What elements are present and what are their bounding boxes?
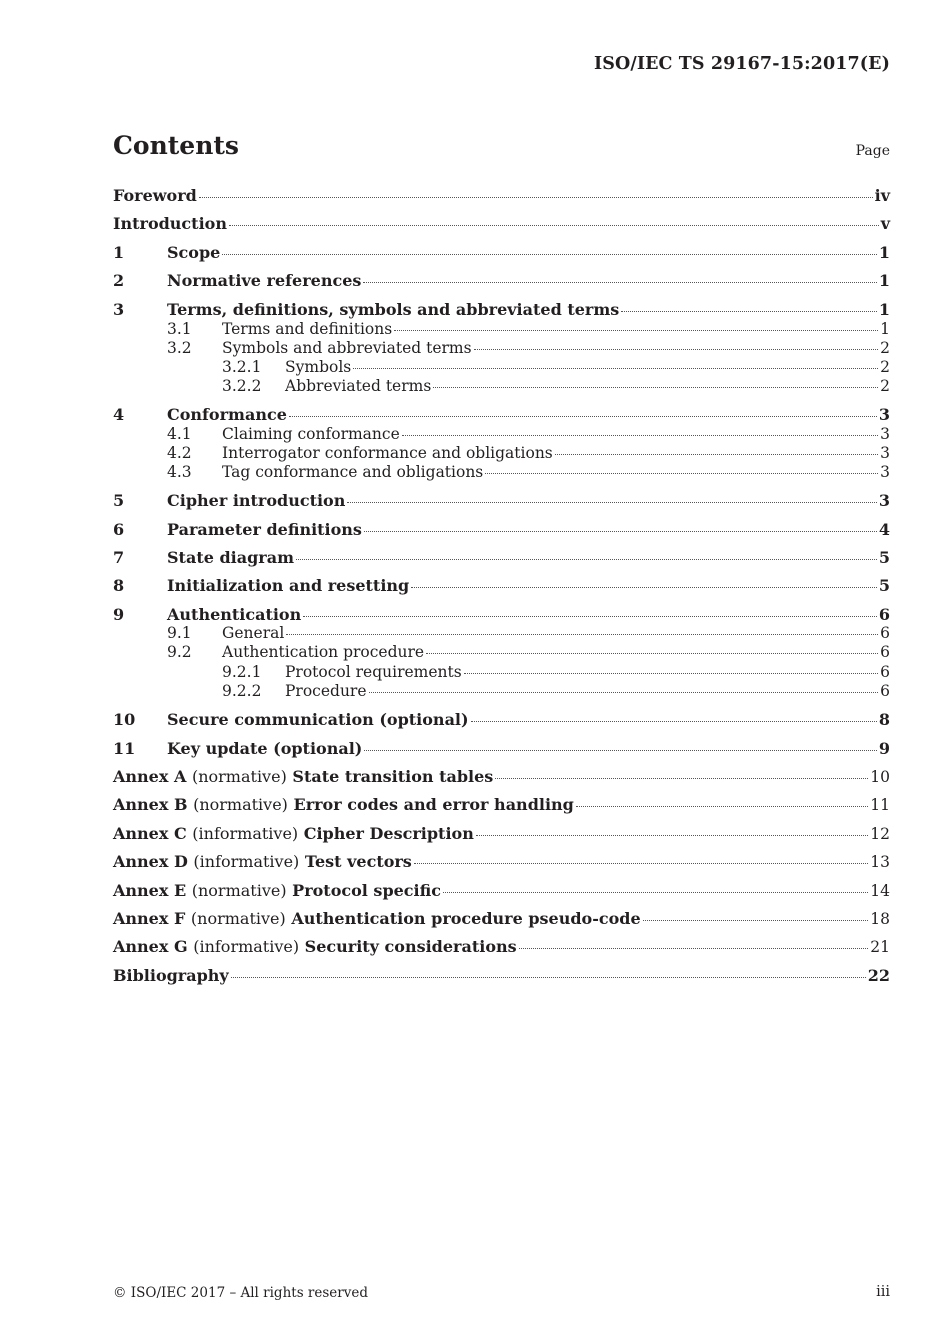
toc-entry[interactable] xyxy=(113,937,890,957)
toc-entry-number: 3.2.1 xyxy=(222,358,262,376)
dot-leader xyxy=(231,976,866,978)
toc-entry-page: 3 xyxy=(878,405,890,424)
dot-leader xyxy=(347,501,877,503)
toc-entry-page: 22 xyxy=(867,966,890,985)
dot-leader xyxy=(296,558,877,560)
toc-entry-page: 6 xyxy=(880,624,890,642)
toc-entry[interactable] xyxy=(113,767,890,787)
dot-leader xyxy=(576,805,868,807)
toc-entry[interactable] xyxy=(113,214,890,234)
dot-leader xyxy=(485,472,878,474)
toc-entry-number: 3.1 xyxy=(167,320,192,338)
toc-entry-page: 10 xyxy=(870,768,890,786)
annex-kind: (informative) xyxy=(192,824,299,843)
dot-leader xyxy=(474,348,879,350)
dot-leader xyxy=(303,615,877,617)
toc-entry-number: 4.2 xyxy=(167,444,192,462)
toc-entry-title: Cipher introduction xyxy=(167,491,346,510)
toc-entry-number: 9.2.2 xyxy=(222,682,262,700)
annex-kind: (normative) xyxy=(191,767,287,786)
toc-entry-page: 14 xyxy=(870,882,890,900)
toc-entry-title: Secure communication (optional) xyxy=(167,710,469,729)
toc-entry[interactable] xyxy=(113,377,890,397)
dot-leader xyxy=(369,691,879,693)
toc-entry-number: 7 xyxy=(113,548,125,567)
contents-heading: Contents xyxy=(113,131,240,160)
toc-entry-page: 1 xyxy=(878,300,890,319)
toc-entry[interactable] xyxy=(113,576,890,596)
toc-entry[interactable] xyxy=(113,425,890,445)
dot-leader xyxy=(363,281,876,283)
toc-entry-title: Foreword xyxy=(113,186,197,205)
toc-entry[interactable] xyxy=(113,624,890,644)
dot-leader xyxy=(411,586,877,588)
toc-entry-title: Authentication xyxy=(167,605,302,624)
toc-entry-number: 9.1 xyxy=(167,624,192,642)
toc-entry-page: 3 xyxy=(880,444,890,462)
toc-entry-number: 1 xyxy=(113,243,125,262)
toc-entry-title: Symbols and abbreviated terms xyxy=(222,339,472,357)
toc-entry[interactable] xyxy=(113,339,890,359)
toc-entry-title: Symbols xyxy=(285,358,352,376)
dot-leader xyxy=(229,224,879,226)
toc-entry-page: 5 xyxy=(878,548,890,567)
toc-entry-title: Tag conformance and obligations xyxy=(222,463,484,481)
toc-entry-page: 8 xyxy=(878,710,890,729)
toc-entry-title: Key update (optional) xyxy=(167,739,363,758)
toc-entry[interactable] xyxy=(113,881,890,901)
toc-entry[interactable] xyxy=(113,520,890,540)
toc-entry-number: 11 xyxy=(113,739,136,758)
dot-leader xyxy=(414,862,868,864)
toc-entry-page: 6 xyxy=(880,643,890,661)
toc-entry-number: 10 xyxy=(113,710,136,729)
dot-leader xyxy=(222,253,877,255)
toc-entry-number: 3.2.2 xyxy=(222,377,262,395)
toc-entry-page: 6 xyxy=(878,605,890,624)
annex-label: Annex C xyxy=(113,824,187,843)
toc-entry-title: General xyxy=(222,624,285,642)
dot-leader xyxy=(289,415,877,417)
toc-entry-title: Abbreviated terms xyxy=(285,377,432,395)
toc-entry-page: 3 xyxy=(880,425,890,443)
toc-entry-number: 2 xyxy=(113,271,125,290)
toc-entry-title: Terms and definitions xyxy=(222,320,393,338)
toc-entry[interactable] xyxy=(113,186,890,206)
toc-entry-page: 6 xyxy=(880,663,890,681)
toc-entry[interactable] xyxy=(113,795,890,815)
annex-label: Annex D xyxy=(113,852,188,871)
toc-entry-page: 1 xyxy=(878,271,890,290)
toc-entry-page: 3 xyxy=(878,491,890,510)
dot-leader xyxy=(286,633,878,635)
document-identifier: ISO/IEC TS 29167-15:2017(E) xyxy=(593,54,890,74)
toc-entry[interactable] xyxy=(113,605,890,625)
toc-entry-title: Introduction xyxy=(113,214,227,233)
annex-kind: (normative) xyxy=(190,909,286,928)
dot-leader xyxy=(364,749,877,751)
dot-leader xyxy=(519,947,869,949)
toc-entry-title: Parameter definitions xyxy=(167,520,362,539)
toc-entry[interactable] xyxy=(113,405,890,425)
toc-entry[interactable] xyxy=(113,320,890,340)
toc-entry-number: 5 xyxy=(113,491,125,510)
dot-leader xyxy=(464,672,878,674)
toc-entry[interactable] xyxy=(113,966,890,986)
toc-entry-page: 12 xyxy=(870,825,890,843)
dot-leader xyxy=(199,196,873,198)
annex-label: Annex B xyxy=(113,795,188,814)
toc-entry-number: 9.2.1 xyxy=(222,663,262,681)
toc-entry-title: Authentication procedure xyxy=(222,643,425,661)
dot-leader xyxy=(443,891,868,893)
toc-entry-title: State transition tables xyxy=(292,767,494,786)
toc-entry-page: 11 xyxy=(870,796,890,814)
toc-entry-title: Protocol specific xyxy=(292,881,441,900)
toc-entry[interactable] xyxy=(113,491,890,511)
toc-entry-title: Test vectors xyxy=(304,852,412,871)
toc-entry-title: Authentication procedure pseudo-code xyxy=(291,909,641,928)
toc-entry-page: 6 xyxy=(880,682,890,700)
toc-entry[interactable] xyxy=(113,548,890,568)
page-column-label: Page xyxy=(855,143,890,159)
toc-entry[interactable] xyxy=(113,682,890,702)
toc-entry-page: iv xyxy=(874,186,890,205)
toc-entry-number: 4 xyxy=(113,405,125,424)
toc-entry[interactable] xyxy=(113,444,890,464)
toc-entry-number: 9.2 xyxy=(167,643,192,661)
toc-entry-page: 2 xyxy=(880,377,890,395)
toc-entry[interactable] xyxy=(113,243,890,263)
dot-leader xyxy=(402,434,878,436)
toc-entry-number: 3 xyxy=(113,300,125,319)
toc-entry[interactable] xyxy=(113,824,890,844)
toc-entry-title: Interrogator conformance and obligations xyxy=(222,444,553,462)
toc-entry-title: Protocol requirements xyxy=(285,663,462,681)
toc-entry[interactable] xyxy=(113,271,890,291)
toc-entry[interactable] xyxy=(113,710,890,730)
dot-leader xyxy=(394,329,878,331)
toc-entry-title: Cipher Description xyxy=(303,824,474,843)
toc-entry-title: Conformance xyxy=(167,405,287,424)
dot-leader xyxy=(471,720,877,722)
dot-leader xyxy=(426,652,878,654)
toc-entry-number: 9 xyxy=(113,605,125,624)
annex-kind: (normative) xyxy=(193,795,288,814)
toc-entry-number: 4.3 xyxy=(167,463,192,481)
toc-entry-number: 8 xyxy=(113,576,125,595)
dot-leader xyxy=(643,919,869,921)
toc-entry-title: Procedure xyxy=(285,682,367,700)
dot-leader xyxy=(364,530,877,532)
toc-entry-title: Claiming conformance xyxy=(222,425,400,443)
dot-leader xyxy=(621,310,877,312)
toc-entry-page: 9 xyxy=(878,739,890,758)
toc-entry-title: Initialization and resetting xyxy=(167,576,410,595)
toc-entry-page: 3 xyxy=(880,463,890,481)
toc-entry-page: 5 xyxy=(878,576,890,595)
page-number: iii xyxy=(876,1284,890,1300)
annex-kind: (normative) xyxy=(191,881,287,900)
toc-entry-number: 3.2 xyxy=(167,339,192,357)
annex-label: Annex G xyxy=(113,937,188,956)
toc-entry[interactable] xyxy=(113,300,890,320)
toc-entry[interactable] xyxy=(113,643,890,663)
toc-entry-page: 2 xyxy=(880,339,890,357)
dot-leader xyxy=(476,834,868,836)
annex-label: Annex E xyxy=(113,881,187,900)
toc-entry[interactable] xyxy=(113,909,890,929)
annex-label: Annex A xyxy=(113,767,187,786)
toc-entry-page: 18 xyxy=(870,910,890,928)
toc-entry-page: 21 xyxy=(870,938,890,956)
toc-entry[interactable] xyxy=(113,739,890,759)
toc-entry[interactable] xyxy=(113,663,890,683)
toc-entry[interactable] xyxy=(113,358,890,378)
toc-entry-page: 1 xyxy=(878,243,890,262)
toc-entry[interactable] xyxy=(113,463,890,483)
toc-entry-page: 2 xyxy=(880,358,890,376)
toc-entry-title: Terms, definitions, symbols and abbreviated terms xyxy=(167,300,620,319)
toc-entry-page: 13 xyxy=(870,853,890,871)
toc-entry-number: 6 xyxy=(113,520,125,539)
toc-entry-title: Normative references xyxy=(167,271,362,290)
dot-leader xyxy=(353,367,878,369)
annex-kind: (informative) xyxy=(193,937,300,956)
toc-entry-title: Bibliography xyxy=(113,966,229,985)
toc-entry[interactable] xyxy=(113,852,890,872)
dot-leader xyxy=(555,453,878,455)
toc-entry-title: Security considerations xyxy=(304,937,517,956)
annex-label: Annex F xyxy=(113,909,186,928)
toc-entry-page: v xyxy=(880,214,890,233)
dot-leader xyxy=(495,777,868,779)
toc-entry-title: State diagram xyxy=(167,548,294,567)
toc-entry-title: Error codes and error handling xyxy=(293,795,574,814)
dot-leader xyxy=(433,386,878,388)
toc-entry-title: Scope xyxy=(167,243,221,262)
toc-entry-page: 1 xyxy=(880,320,890,338)
annex-kind: (informative) xyxy=(193,852,300,871)
toc-entry-number: 4.1 xyxy=(167,425,192,443)
copyright-notice: © ISO/IEC 2017 – All rights reserved xyxy=(113,1285,368,1301)
toc-entry-page: 4 xyxy=(878,520,890,539)
